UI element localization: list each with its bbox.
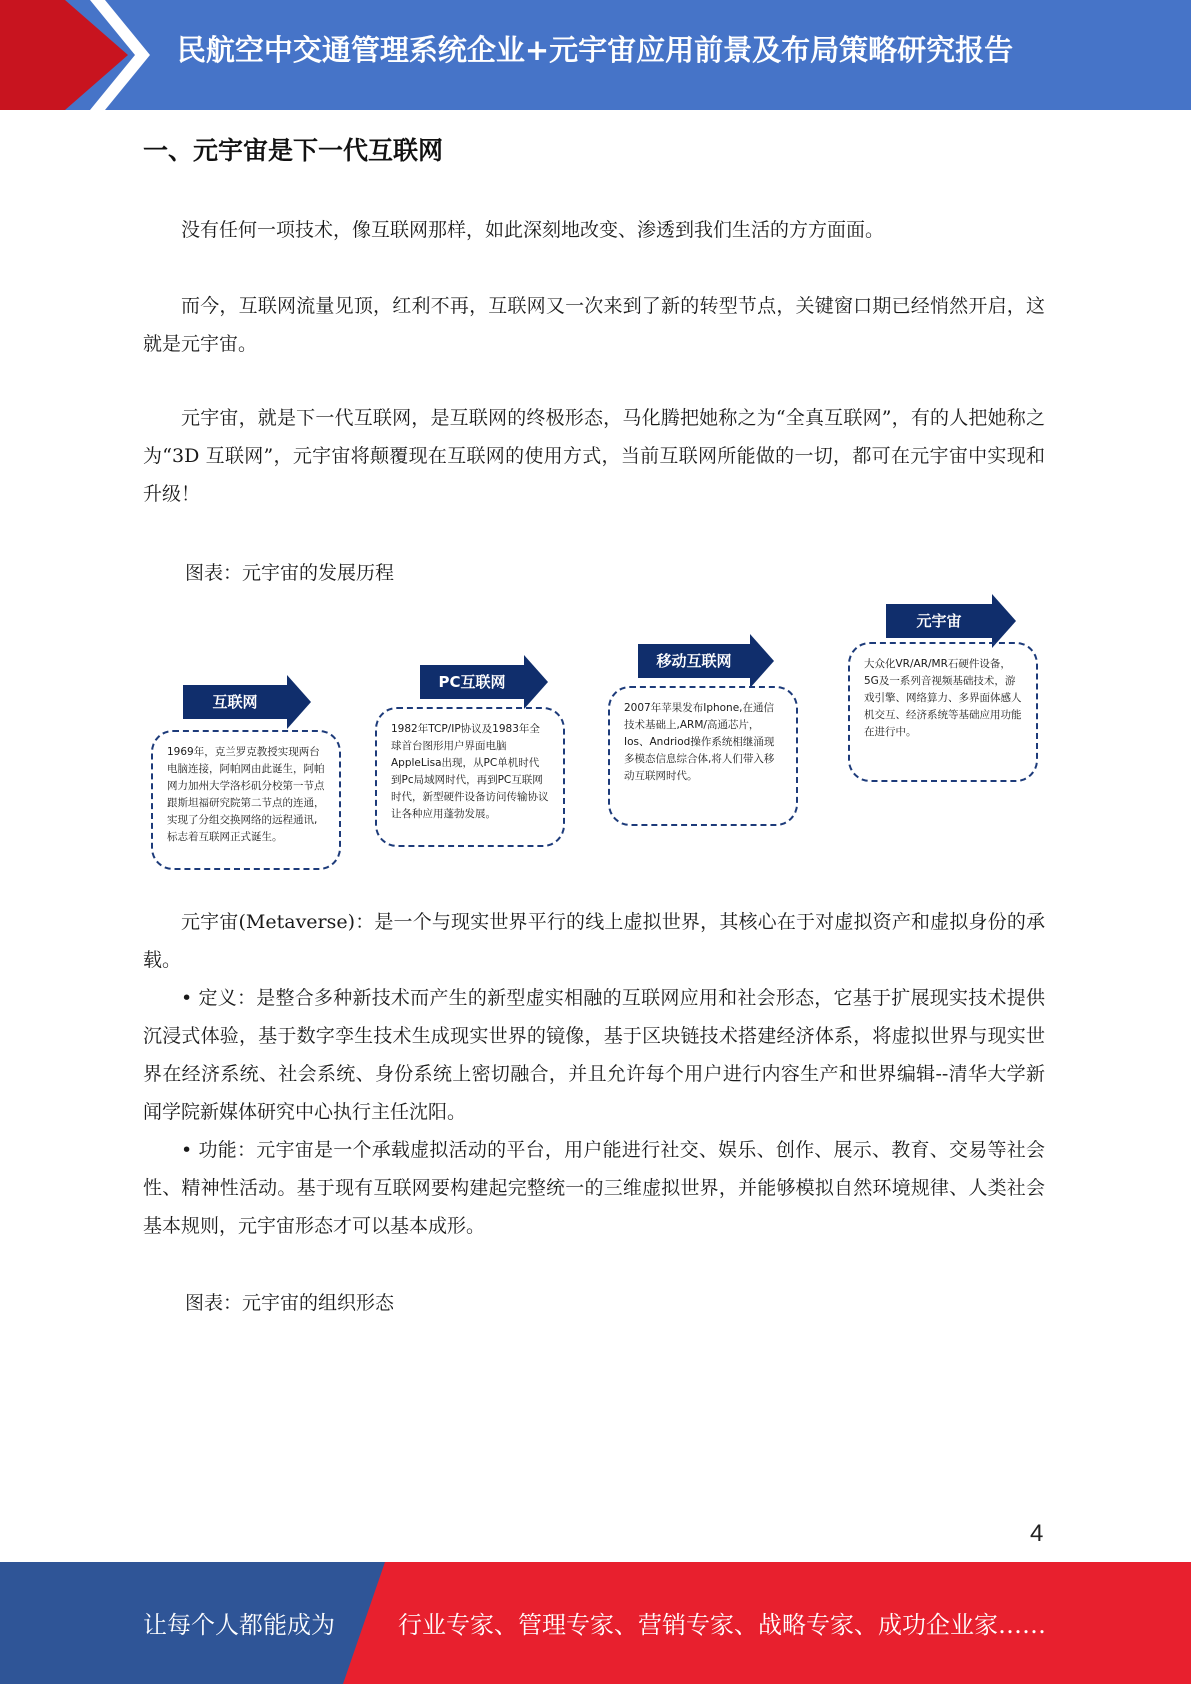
footer-banner — [0, 1562, 1191, 1684]
stage-description: 1982年TCP/IP协议及1983年全球首台图形用户界面电脑AppleLisa出现，从PC单机时代到Pc局域网时代，再到PC互联网时代，新型硬件设备访问传输协议让各种应用蓬勃发展。 — [375, 707, 565, 847]
section-heading: 一、元宇宙是下一代互联网 — [143, 136, 444, 165]
paragraph-3: 元宇宙，就是下一代互联网，是互联网的终极形态，马化腾把她称之为“全真互联网”，有的人把她称之为“3D 互联网”，元宇宙将颠覆现在互联网的使用方式，当前互联网所能做的一切，都可在元宇宙中实现和升级！ — [143, 407, 1045, 505]
paragraph-metaverse-definition: 元宇宙(Metaverse)：是一个与现实世界平行的线上虚拟世界，其核心在于对虚拟资产和虚拟身份的承载。 — [143, 911, 1045, 971]
stage-description: 2007年苹果发布Iphone,在通信技术基础上,ARM/高通芯片，Ios、Andriod操作系统相继涌现多模态信息综合体,将人们带入移动互联网时代。 — [608, 686, 798, 826]
stage-arrow-label: 元宇宙 — [886, 604, 992, 638]
paragraph-1: 没有任何一项技术，像互联网那样，如此深刻地改变、渗透到我们生活的方方面面。 — [181, 219, 885, 241]
stage-arrow-label: PC互联网 — [420, 665, 524, 699]
footer-slogan-right: 行业专家、管理专家、营销专家、战略专家、成功企业家…… — [398, 1611, 1046, 1639]
paragraph-function: • 功能：元宇宙是一个承载虚拟活动的平台，用户能进行社交、娱乐、创作、展示、教育、交易等社会性、精神性活动。基于现有互联网要构建起完整统一的三维虚拟世界，并能够模拟自然环境规律、人类社会基本规则，元宇宙形态才可以基本成形。 — [143, 1139, 1045, 1237]
timeline-figure — [143, 590, 1045, 890]
figure-caption-2: 图表：元宇宙的组织形态 — [185, 1292, 395, 1314]
footer-slogan-left: 让每个人都能成为 — [143, 1611, 335, 1639]
paragraph-2: 而今，互联网流量见顶，红利不再，互联网又一次来到了新的转型节点，关键窗口期已经悄然开启，这就是元宇宙。 — [143, 295, 1045, 355]
paragraph-definition: • 定义：是整合多种新技术而产生的新型虚实相融的互联网应用和社会形态，它基于扩展现实技术提供沉浸式体验，基于数字孪生技术生成现实世界的镜像，基于区块链技术搭建经济体系，将虚拟世界与现实世界在经济系统、社会系统、身份系统上密切融合，并且允许每个用户进行内容生产和世界编辑--清华大学新闻学院新媒体研究中心执行主任沈阳。 — [143, 987, 1045, 1123]
stage-arrow-label: 互联网 — [183, 685, 287, 719]
figure-caption: 图表：元宇宙的发展历程 — [185, 562, 395, 584]
header-banner — [0, 0, 1191, 110]
stage-description: 大众化VR/AR/MR石硬件设备，5G及一系列音视频基础技术，游戏引擎、网络算力、多界面体感人机交互、经济系统等基础应用功能在进行中。 — [848, 642, 1038, 782]
stage-description: 1969年，克兰罗克教授实现两台电脑连接，阿帕网由此诞生，阿帕网力加州大学洛杉矶分校第一节点跟斯坦福研究院第二节点的连通，实现了分组交换网络的远程通讯,标志着互联网正式诞生。 — [151, 730, 341, 870]
document-title: 民航空中交通管理系统企业+元宇宙应用前景及布局策略研究报告 — [176, 33, 1014, 67]
page-number: 4 — [1030, 1520, 1044, 1547]
header-chevron-decoration — [0, 0, 160, 110]
stage-arrow-label: 移动互联网 — [638, 644, 750, 678]
